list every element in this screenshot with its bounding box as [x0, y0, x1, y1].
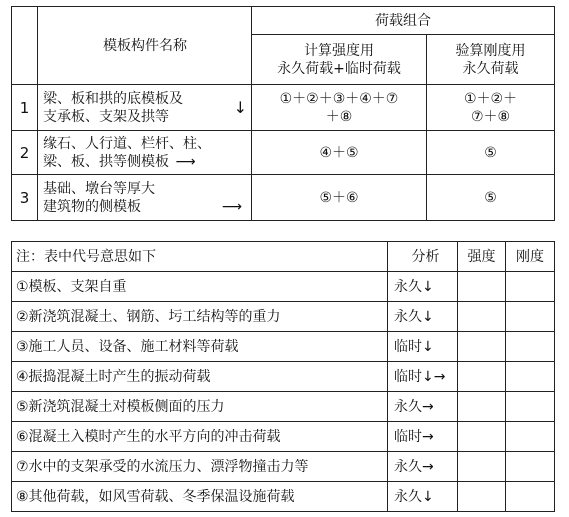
analysis-cell: 永久↓: [388, 482, 458, 512]
calc-combination-cell: ④＋⑤: [252, 131, 427, 175]
stiffness-cell: [506, 482, 555, 512]
component-name-header: 模板构件名称: [38, 7, 252, 85]
component-name-cell: [38, 85, 252, 131]
stiffness-cell: [506, 272, 555, 302]
table-row: [12, 302, 555, 332]
check-combination-cell: [427, 85, 555, 131]
calc-combination-line1: ①＋②＋③＋④＋⑦: [279, 90, 399, 107]
calc-combination-cell: [252, 85, 427, 131]
corner-cell: [12, 7, 38, 85]
strength-cell: [458, 332, 506, 362]
note-text: ②新浇筑混凝土、钢筋、圬工结构等的重力: [12, 302, 388, 332]
right-arrow-icon: ⟶: [175, 153, 195, 170]
row-index: 2: [12, 131, 38, 175]
stiffness-cell: [506, 452, 555, 482]
analysis-cell: 临时→: [388, 422, 458, 452]
table-row: [12, 452, 555, 482]
stiffness-cell: [506, 362, 555, 392]
down-arrow-icon: ↓: [233, 97, 247, 117]
stiffness-cell: [506, 392, 555, 422]
strength-cell: [458, 272, 506, 302]
component-name-line2: 支承板、支架及拱等: [43, 108, 169, 125]
notes-header-analysis: 分析: [388, 242, 458, 272]
stiffness-cell: [506, 332, 555, 362]
row-index: 3: [12, 175, 38, 221]
table-row: [12, 131, 555, 175]
stiffness-cell: [506, 302, 555, 332]
notes-header-note: 注：表中代号意思如下: [12, 242, 388, 272]
strength-cell: [458, 362, 506, 392]
check-combination-line1: ①＋②＋: [463, 90, 518, 107]
component-name-cell: [38, 131, 252, 175]
analysis-cell: 永久↓: [388, 272, 458, 302]
table-row: [12, 362, 555, 392]
check-stiffness-header: [427, 35, 555, 85]
analysis-cell: 临时↓: [388, 332, 458, 362]
check-combination-cell: ⑤: [427, 131, 555, 175]
table-row: [12, 392, 555, 422]
check-header-line1: 验算刚度用: [455, 42, 526, 59]
row-index: 1: [12, 85, 38, 131]
table-row: [12, 85, 555, 131]
load-combination-table: [11, 6, 555, 221]
calc-combination-cell: ⑤＋⑥: [252, 175, 427, 221]
calc-header-line1: 计算强度用: [304, 42, 374, 59]
component-name-line2: 建筑物的侧模板: [43, 198, 141, 215]
check-header-line2: 永久荷载: [462, 60, 519, 77]
table-row: [12, 482, 555, 512]
stiffness-cell: [506, 422, 555, 452]
component-name-line1: 梁、板和拱的底模板及: [43, 90, 183, 107]
check-combination-cell: ⑤: [427, 175, 555, 221]
note-text: ⑤新浇筑混凝土对模板侧面的压力: [12, 392, 388, 422]
notes-header-strength: 强度: [458, 242, 506, 272]
note-text: ④振捣混凝土时产生的振动荷载: [12, 362, 388, 392]
note-text: ⑧其他荷载，如风雪荷载、冬季保温设施荷载: [12, 482, 388, 512]
analysis-cell: 永久↓: [388, 302, 458, 332]
load-notes-table: [11, 241, 555, 512]
component-name-cell: [38, 175, 252, 221]
calc-header-line2: 永久荷载+临时荷载: [277, 60, 401, 77]
component-name-line1: 基础、墩台等厚大: [43, 180, 155, 197]
strength-cell: [458, 302, 506, 332]
note-text: ⑦水中的支架承受的水流压力、漂浮物撞击力等: [12, 452, 388, 482]
note-text: ⑥混凝土入模时产生的水平方向的冲击荷载: [12, 422, 388, 452]
note-text: ③施工人员、设备、施工材料等荷载: [12, 332, 388, 362]
notes-header-stiffness: 刚度: [506, 242, 555, 272]
table-row: [12, 332, 555, 362]
table-row: [12, 422, 555, 452]
note-text: ①模板、支架自重: [12, 272, 388, 302]
strength-cell: [458, 392, 506, 422]
strength-cell: [458, 482, 506, 512]
check-combination-line2: ⑦＋⑧: [470, 108, 511, 125]
notes-header-row: [12, 242, 555, 272]
analysis-cell: 永久→: [388, 452, 458, 482]
component-name-line1: 缘石、人行道、栏杆、柱、: [43, 135, 211, 152]
header-row-1: [12, 7, 555, 35]
analysis-cell: 永久→: [388, 392, 458, 422]
strength-cell: [458, 452, 506, 482]
right-arrow-icon: ⟶: [221, 198, 241, 215]
table-row: [12, 175, 555, 221]
table-row: [12, 272, 555, 302]
analysis-cell: 临时↓→: [388, 362, 458, 392]
strength-cell: [458, 422, 506, 452]
load-group-header: 荷载组合: [252, 7, 555, 35]
calc-combination-line2: ＋⑧: [325, 108, 353, 125]
calc-strength-header: [252, 35, 427, 85]
component-name-line2: 梁、板、拱等侧模板: [43, 153, 169, 170]
